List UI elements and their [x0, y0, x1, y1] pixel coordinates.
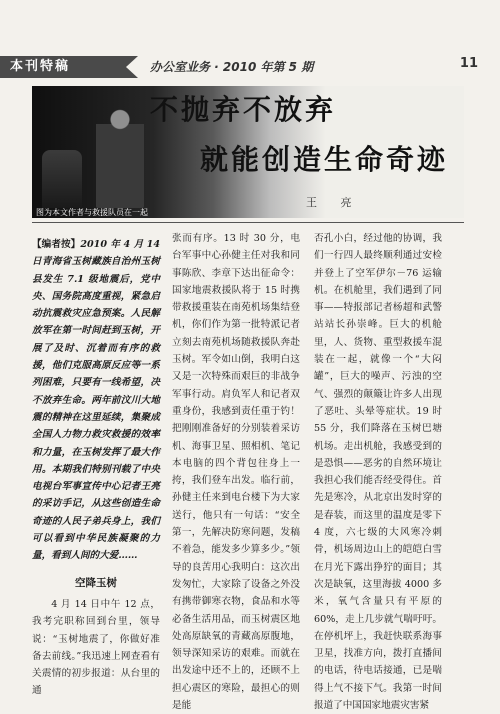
divider	[32, 222, 464, 223]
article-column-1	[32, 236, 160, 700]
section-tag: 本刊特稿	[0, 56, 126, 78]
photo-person-left	[42, 150, 82, 208]
article-paragraph: 否孔小白，经过他的协调，我们一行四人最终顺利通过安检并登上了空军伊尔－76 运输机。在机舱里，我们遇到了同事——特报部记者杨超和武警站站长孙崇峰。巨大的机舱里，人、货物、重型救援车混装在一起，就像一个“大闷罐”，巨大的噪声、污浊的空气、强烈的颠簸让许多人出现了恶吐、头晕等症状。19 时 55 分，我们降落在玉树巴塘机场。走出机舱，我感受到的是恐惧——恶劣的自然环境让我担心我们能否经受得住。首先是寒冷，从北京出发时穿的是春装，而这里的温度是零下 4 度，六七级的大风寒冷刺骨，机场周边山上的皑皑白雪在月光下露出狰狞的面目；其次是缺氧，这里海拔 4000 多米，氧气含量只有平原的 60%，走上几步就气喘吁吁。在停机坪上，我赶快联系海事卫星，找准方向，拨打直播间的电话，待电话接通，已是喘得上气不接下气。我第一时间报道了中国国家地震灾害紧	[314, 233, 442, 712]
editor-note-text: 2010 年 4 月 14 日青海省玉树藏族自治州玉树县发生 7.1 级地震后，党中央、国务院高度重视，紧急启动抗震救灾应急预案。人民解放军在第一时间赶到玉树，开展了及时、沉着而有序的救援，他们克服高原反应等一系列困难，只要有一线希望，决不放弃生命。两年前汶川大地震的精神在这里延续，集聚成全国人力物力救灾救援的效率和力量，在玉树发挥了最大作用。本期我们特别刊载了中央电视台军事宣传中心记者王亮的采访手记，从这些创造生命奇迹的人民子弟兵身上，我们可以看到中华民族凝聚的力量，看到人间的大爱……	[32, 239, 160, 562]
article-paragraph: 张而有序。13 时 30 分，电台军事中心孙健主任对我和同事陈欣、李章下达出征命令：国家地震救援队将于 15 时携带救援重装在南苑机场集结登机，你们作为第一批特派记者立刻去南苑机场随救援队奔赴玉树。军令如山倒，我明白这又是一次特殊而艰巨的非战争军事行动。肩负军人和记者双重身份，我感到责任重于钓！把刚刚准备好的分别装着采访机、海事卫星、照相机、笔记本电脑的四个背包往身上一挎，我们登车出发。临行前，孙健主任来到电台楼下为大家送行，他只有一句话：“安全第一，先解决防寒问题，发稿不着急，能发多少算多少。”领导的良苦用心我明白：这次出发匆忙，大家除了设备之外没有携带御寒衣物，食品和水等必备生活用品，而玉树震区地处高原缺氧的青藏高原腹地，领导深知采访的艰难。而就在出发途中还不上的，还顾不上担心震区的寒险，最担心的则是能	[172, 233, 300, 712]
byline: 王 亮	[306, 196, 362, 209]
section-tag-tail	[126, 56, 138, 78]
headline-line-1: 不抛弃不放弃	[150, 93, 337, 126]
article-paragraph: 4 月 14 日中午 12 点，我考完职称回到台里，领导说：“玉树地震了，你做好准备去前线。”我迅速上网查看有关震情的初步报道：从台里的通	[32, 598, 160, 697]
section-title: 空降玉树	[75, 576, 117, 589]
article-column-3	[314, 230, 442, 714]
photo-person-main	[96, 100, 144, 208]
article-column-2	[172, 230, 300, 714]
photo-caption: 图为本文作者与救援队员在一起	[36, 208, 148, 217]
editor-note-label: 【编者按】	[32, 239, 81, 250]
headline-line-2: 就能创造生命奇迹	[200, 143, 449, 176]
page-header	[0, 0, 500, 42]
page-number: 11	[459, 56, 478, 71]
magazine-issue: 办公室业务 · 2010 年第 5 期	[150, 60, 314, 74]
editor-note	[32, 236, 160, 565]
